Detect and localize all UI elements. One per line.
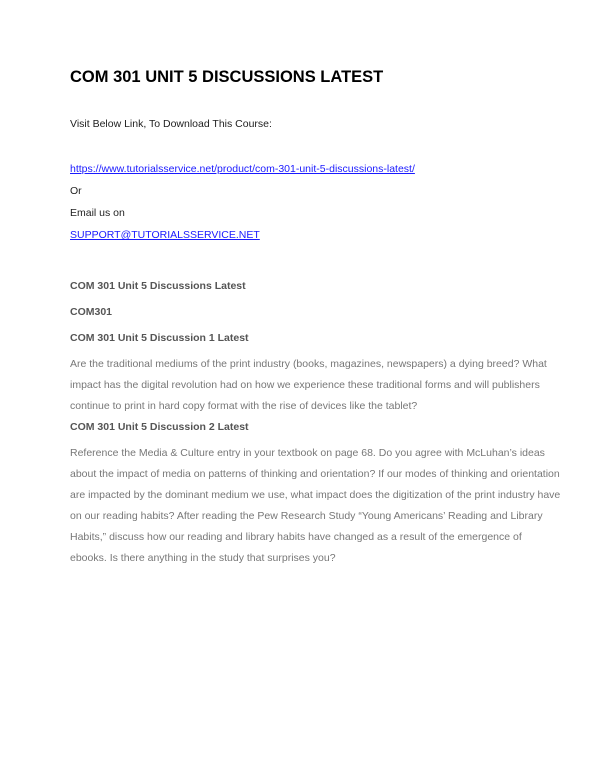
discussion-1-line: continue to print in hard copy format with the rise of devices like the tablet?	[70, 400, 418, 412]
discussion-2-heading: COM 301 Unit 5 Discussion 2 Latest	[70, 421, 249, 433]
email-link[interactable]: SUPPORT@TUTORIALSSERVICE.NET	[70, 229, 260, 241]
discussion-2-line: ebooks. Is there anything in the study that surprises you?	[70, 552, 336, 564]
discussion-2-body	[70, 443, 560, 569]
course-link[interactable]: https://www.tutorialsservice.net/product/com-301-unit-5-discussions-latest/	[70, 163, 415, 175]
or-text: Or	[70, 185, 82, 197]
discussion-1-body	[70, 354, 547, 417]
discussion-2-line: Habits,” discuss how our reading and library habits have changed as a result of the emergence of	[70, 531, 522, 543]
discussion-2-line: about the impact of media on patterns of thinking and orientation? If our modes of thinking and orientation	[70, 468, 560, 480]
discussion-1-line: Are the traditional mediums of the print industry (books, magazines, newspapers) a dying breed? What	[70, 358, 547, 370]
section-heading: COM 301 Unit 5 Discussions Latest	[70, 280, 246, 292]
discussion-2-line: are impacted by the dominant medium we use, what impact does the digitization of the print industry have	[70, 489, 561, 501]
intro-text: Visit Below Link, To Download This Course:	[70, 118, 272, 130]
document-title: COM 301 UNIT 5 DISCUSSIONS LATEST	[70, 68, 384, 86]
course-code: COM301	[70, 306, 113, 318]
discussion-1-heading: COM 301 Unit 5 Discussion 1 Latest	[70, 332, 249, 344]
email-label: Email us on	[70, 207, 125, 219]
discussion-1-line: impact has the digital revolution had on how we experience these traditional forms and will publishers	[70, 379, 540, 391]
discussion-2-line: on our reading habits? After reading the Pew Research Study “Young Americans’ Reading and Library	[70, 510, 543, 522]
discussion-2-line: Reference the Media & Culture entry in your textbook on page 68. Do you agree with McLuhan’s ideas	[70, 447, 545, 459]
